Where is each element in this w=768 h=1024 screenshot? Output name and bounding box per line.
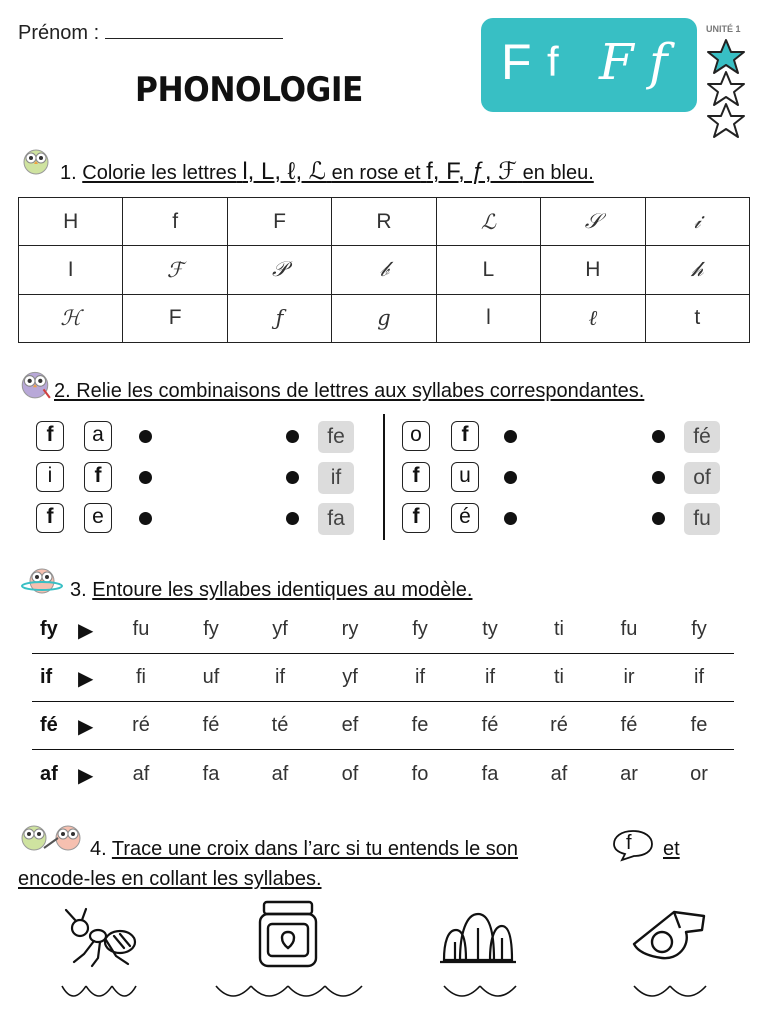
instruction-2	[54, 380, 644, 403]
letter-cell[interactable]: 𝒷	[332, 246, 436, 294]
owl-icon	[18, 366, 52, 400]
play-arrow-icon: ▶	[78, 765, 94, 787]
syllable-option[interactable]: ty	[482, 618, 498, 640]
syllable-option[interactable]: fu	[620, 618, 638, 640]
letter-cell[interactable]: 𝒾	[645, 198, 749, 246]
letter-cell[interactable]: ℓ	[541, 294, 645, 342]
instruction-1-text-c: en bleu.	[522, 162, 594, 184]
syllable-option[interactable]: yf	[272, 618, 288, 640]
syllable-box: of	[684, 462, 720, 494]
letter-cell[interactable]: F	[227, 198, 331, 246]
syllable-option[interactable]: uf	[202, 666, 220, 688]
letter-cell[interactable]: f	[123, 198, 227, 246]
syllable-option[interactable]: fi	[136, 666, 146, 688]
row-divider	[32, 749, 734, 751]
syllable-option[interactable]: of	[341, 763, 359, 785]
letter-box: o	[402, 421, 430, 451]
syllable-option[interactable]: if	[275, 666, 285, 688]
model-syllable: fé	[40, 714, 58, 736]
syllable-option[interactable]: fé	[620, 714, 638, 736]
letter-cell[interactable]: L	[436, 246, 540, 294]
forest-icon	[440, 904, 516, 966]
syllable-row	[32, 702, 734, 750]
syllable-row	[32, 654, 734, 702]
letter-box: u	[451, 462, 479, 492]
letter-box: f	[402, 503, 430, 533]
link-dot[interactable]	[139, 512, 152, 525]
whistle-icon	[630, 904, 708, 964]
syllable-arcs[interactable]	[442, 984, 518, 1002]
instruction-1-text-b: en rose et	[331, 162, 421, 184]
model-syllable: af	[40, 763, 58, 785]
model-syllable: if	[40, 666, 53, 688]
play-arrow-icon: ▶	[78, 716, 94, 738]
instruction-4-text-b: et	[663, 838, 680, 860]
link-dot[interactable]	[286, 430, 299, 443]
syllable-option[interactable]: ef	[341, 714, 359, 736]
instruction-4-text-a: Trace une croix dans l’arc si tu entends le son	[111, 838, 519, 860]
syllable-option[interactable]: ti	[554, 618, 564, 640]
link-dot[interactable]	[286, 512, 299, 525]
syllable-option[interactable]: fy	[203, 618, 219, 640]
table-row	[19, 198, 750, 246]
letter-cell[interactable]: ℋ	[19, 294, 123, 342]
syllable-option[interactable]: fa	[202, 763, 220, 785]
instruction-3-text: Entoure les syllabes identiques au modèle.	[92, 579, 473, 601]
letter-table	[18, 197, 750, 343]
letter-box: i	[36, 462, 64, 492]
link-dot[interactable]	[139, 430, 152, 443]
letter-badge	[481, 18, 697, 112]
badge-letter-lower: f	[547, 38, 559, 85]
instruction-4	[90, 838, 518, 861]
instruction-3	[70, 579, 472, 602]
syllable-option[interactable]: ir	[623, 666, 635, 688]
letter-box: f	[451, 421, 479, 451]
instruction-1-letters-blue: f, F, ƒ, ℱ	[426, 158, 518, 185]
syllable-option[interactable]: fé	[202, 714, 220, 736]
sound-letter: f	[626, 832, 632, 854]
link-dot[interactable]	[504, 512, 517, 525]
owl-icon	[20, 144, 52, 176]
syllable-option[interactable]: if	[485, 666, 495, 688]
link-dot[interactable]	[504, 471, 517, 484]
page-title: PHONOLOGIE	[135, 70, 363, 110]
letter-cell[interactable]: R	[332, 198, 436, 246]
syllable-box: fa	[318, 503, 354, 535]
letter-cell[interactable]: F	[123, 294, 227, 342]
letter-cell[interactable]: ℒ	[436, 198, 540, 246]
letter-cell[interactable]: 𝒮	[541, 198, 645, 246]
badge-letter-script-lower: f	[649, 33, 668, 91]
letter-cell[interactable]: 𝒽	[645, 246, 749, 294]
instruction-4-c	[18, 868, 322, 891]
unit-label: UNITÉ 1	[706, 24, 741, 34]
syllable-option[interactable]: ar	[620, 763, 638, 785]
link-dot[interactable]	[652, 512, 665, 525]
letter-box: f	[36, 421, 64, 451]
link-dot[interactable]	[652, 471, 665, 484]
link-dot[interactable]	[139, 471, 152, 484]
badge-letter-upper: F	[501, 34, 532, 90]
link-dot[interactable]	[652, 430, 665, 443]
prenom-line[interactable]	[105, 25, 283, 39]
syllable-box: fu	[684, 503, 720, 535]
syllable-option[interactable]: yf	[342, 666, 358, 688]
syllable-option[interactable]: fa	[481, 763, 499, 785]
letter-box: f	[36, 503, 64, 533]
section-divider	[383, 414, 385, 540]
syllable-option[interactable]: fy	[691, 618, 707, 640]
prenom-label: Prénom :	[18, 22, 100, 44]
instruction-1-letters-pink: l, L, ℓ, ℒ	[242, 158, 327, 185]
syllable-option[interactable]: fe	[690, 714, 708, 736]
badge-letter-script-upper: F	[599, 33, 634, 91]
jam-jar-icon	[258, 898, 318, 970]
letter-cell[interactable]: ℱ	[123, 246, 227, 294]
prenom-field[interactable]	[18, 22, 283, 45]
table-row	[19, 294, 750, 342]
owl-icon	[20, 564, 64, 596]
instruction-1-text-a: Colorie les lettres	[82, 162, 237, 184]
syllable-arcs[interactable]	[214, 984, 364, 1002]
syllable-option[interactable]: if	[694, 666, 704, 688]
letter-cell[interactable]: H	[541, 246, 645, 294]
owls-icon	[18, 820, 86, 856]
syllable-option[interactable]: fu	[132, 618, 150, 640]
syllable-option[interactable]: té	[271, 714, 289, 736]
syllable-option[interactable]: ré	[132, 714, 150, 736]
syllable-option[interactable]: fy	[412, 618, 428, 640]
instruction-1-number: 1.	[60, 162, 77, 184]
letter-cell[interactable]: ƒ	[227, 294, 331, 342]
letter-cell[interactable]: H	[19, 198, 123, 246]
letter-cell[interactable]: 𝒫	[227, 246, 331, 294]
syllable-box: if	[318, 462, 354, 494]
instruction-3-number: 3.	[70, 579, 87, 601]
model-syllable: fy	[40, 618, 58, 640]
letter-box: f	[402, 462, 430, 492]
syllable-option[interactable]: ré	[550, 714, 568, 736]
link-dot[interactable]	[286, 471, 299, 484]
instruction-4-b	[663, 838, 680, 861]
letter-cell[interactable]: t	[645, 294, 749, 342]
syllable-row	[32, 606, 734, 654]
speech-bubble-icon	[612, 828, 654, 862]
letter-box: f	[84, 462, 112, 492]
syllable-box: fé	[684, 421, 720, 453]
play-arrow-icon: ▶	[78, 668, 94, 690]
instruction-2-text: 2. Relie les combinaisons de lettres aux syllabes correspondantes.	[54, 380, 645, 402]
syllable-arcs[interactable]	[632, 984, 708, 1002]
syllable-option[interactable]: af	[550, 763, 568, 785]
letter-box: e	[84, 503, 112, 533]
instruction-4-text-c: encode-les en collant les syllabes.	[18, 868, 322, 890]
syllable-option[interactable]: ry	[341, 618, 359, 640]
syllable-option[interactable]: if	[415, 666, 425, 688]
letter-cell[interactable]: 𝑔	[332, 294, 436, 342]
instruction-1	[60, 157, 594, 186]
syllable-option[interactable]: or	[690, 763, 708, 785]
letter-cell[interactable]: I	[19, 246, 123, 294]
syllable-option[interactable]: af	[271, 763, 289, 785]
syllable-option[interactable]: fé	[481, 714, 499, 736]
syllable-option[interactable]: fo	[411, 763, 429, 785]
syllable-arcs[interactable]	[60, 984, 138, 1002]
letter-box: é	[451, 503, 479, 533]
syllable-option[interactable]: fe	[411, 714, 429, 736]
syllable-option[interactable]: af	[132, 763, 150, 785]
table-row	[19, 246, 750, 294]
syllable-box: fe	[318, 421, 354, 453]
instruction-4-number: 4.	[90, 838, 107, 860]
syllable-row	[32, 751, 734, 799]
letter-box: a	[84, 421, 112, 451]
letter-cell[interactable]: l	[436, 294, 540, 342]
syllable-option[interactable]: ti	[554, 666, 564, 688]
link-dot[interactable]	[504, 430, 517, 443]
play-arrow-icon: ▶	[78, 620, 94, 642]
ant-icon	[58, 906, 140, 968]
star-icon[interactable]	[706, 102, 746, 140]
